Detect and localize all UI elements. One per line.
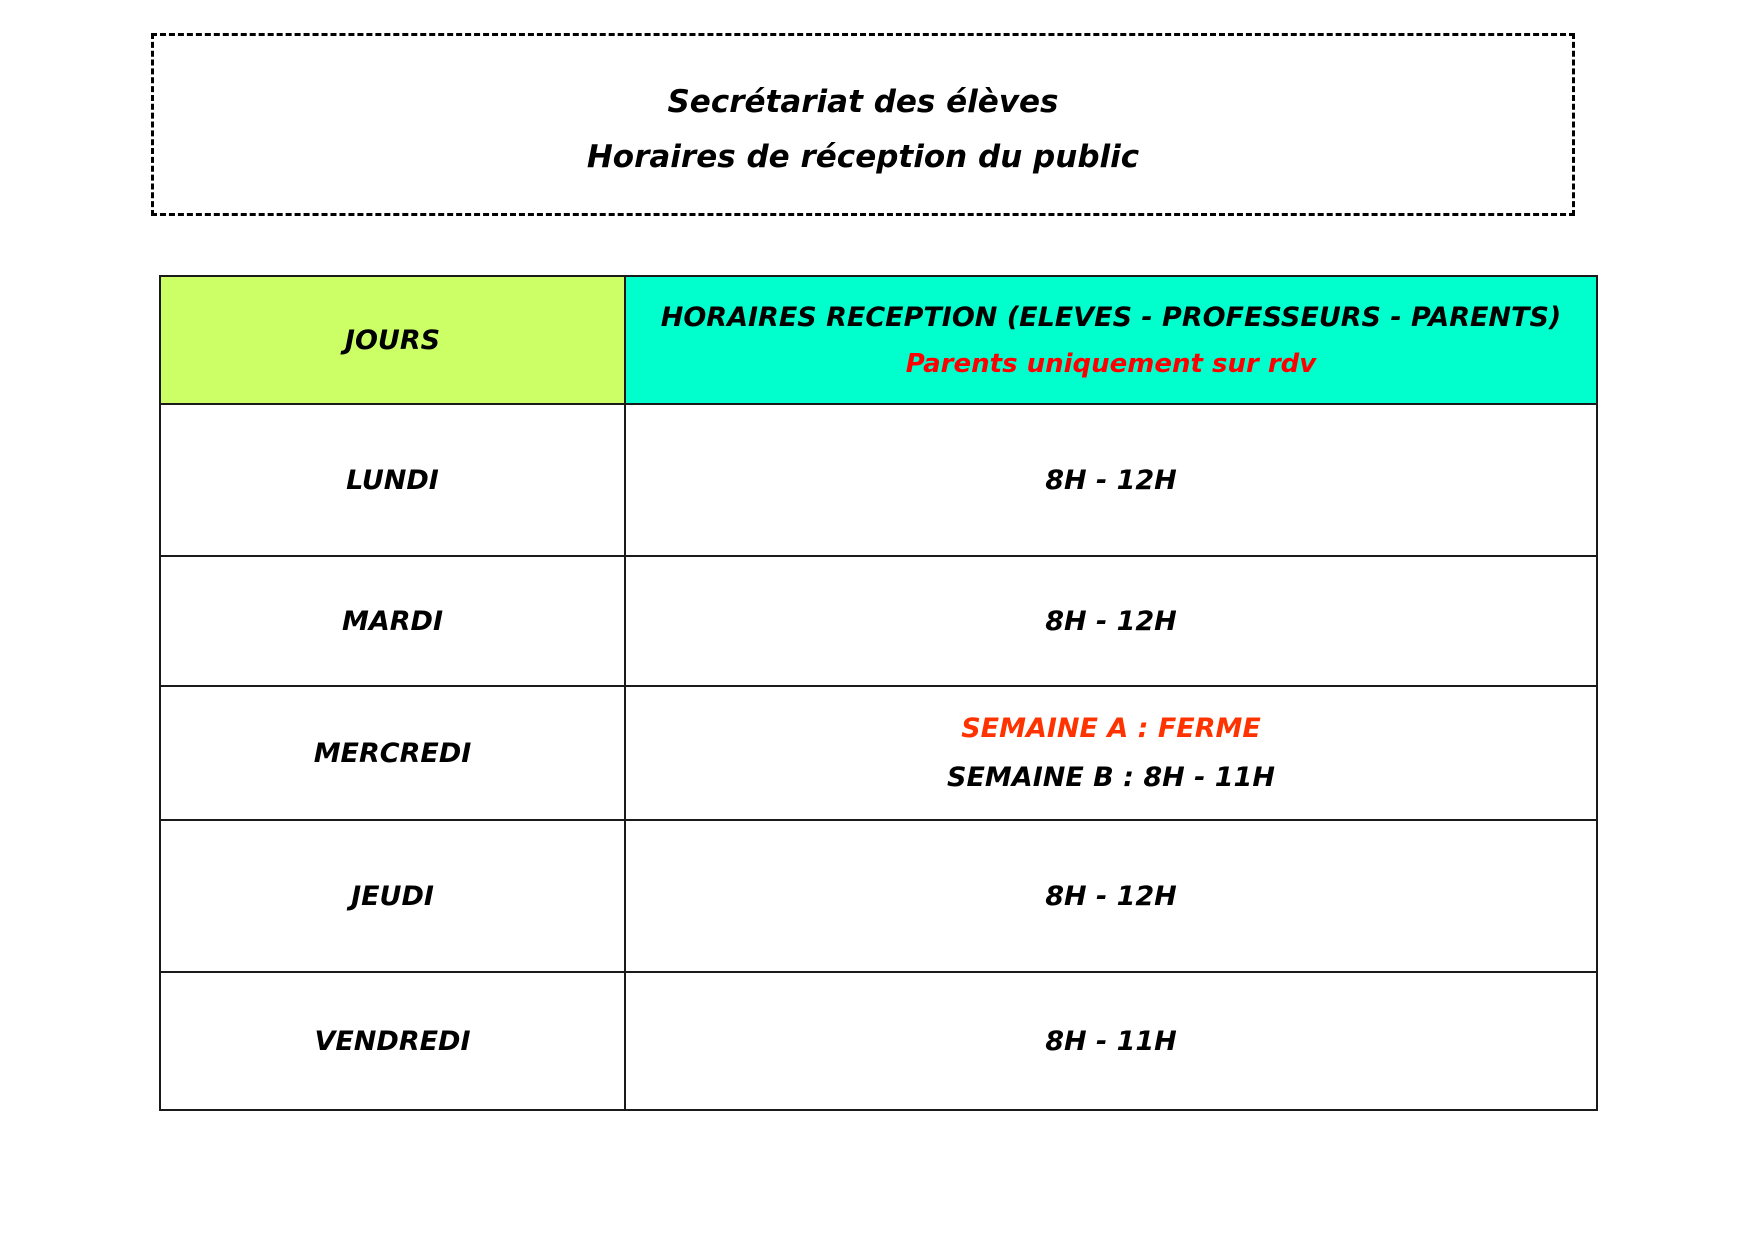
table-row (160, 404, 1597, 556)
header-hours-label: HORAIRES RECEPTION (ELEVES - PROFESSEURS - PARENTS) (660, 301, 1562, 333)
week-b-hours: SEMAINE B : 8H - 11H (947, 762, 1275, 793)
hours-cell-tuesday: 8H - 12H (625, 556, 1597, 686)
table-row (160, 820, 1597, 972)
day-cell-friday: VENDREDI (160, 972, 625, 1110)
hours-cell-thursday: 8H - 12H (625, 820, 1597, 972)
reception-schedule-table (159, 275, 1598, 1111)
header-hours-note: Parents uniquement sur rdv (905, 348, 1317, 379)
title-box (151, 33, 1575, 216)
title-secretariat: Secrétariat des élèves (667, 84, 1059, 120)
hours-cell-monday: 8H - 12H (625, 404, 1597, 556)
table-header-row (160, 276, 1597, 404)
day-cell-wednesday: MERCREDI (160, 686, 625, 820)
header-cell-hours (625, 276, 1597, 404)
day-cell-monday: LUNDI (160, 404, 625, 556)
table-row (160, 686, 1597, 820)
day-cell-tuesday: MARDI (160, 556, 625, 686)
week-a-closed: SEMAINE A : FERME (961, 713, 1261, 744)
header-cell-days: JOURS (160, 276, 625, 404)
day-cell-thursday: JEUDI (160, 820, 625, 972)
title-reception-hours: Horaires de réception du public (586, 139, 1140, 175)
hours-cell-friday: 8H - 11H (625, 972, 1597, 1110)
hours-cell-wednesday (625, 686, 1597, 820)
table-row (160, 556, 1597, 686)
table-row (160, 972, 1597, 1110)
